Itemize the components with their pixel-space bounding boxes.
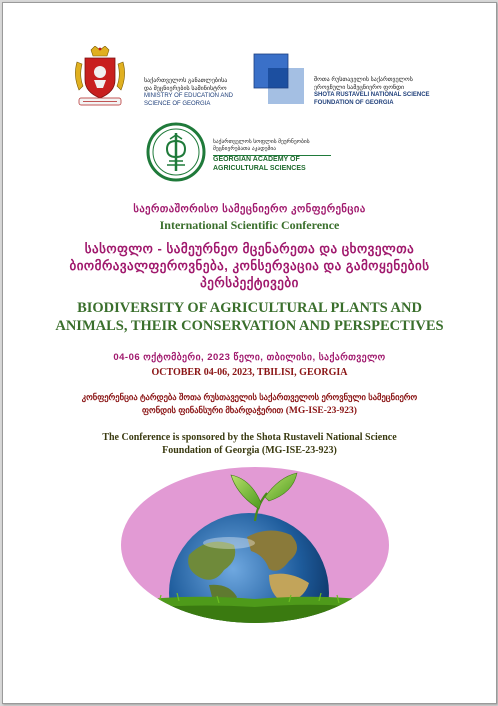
title-ka-line3: პერსპექტივები [200,275,299,290]
coat-of-arms-icon [69,46,131,110]
sponsor-en [3,431,496,457]
ministry-ka-line1: საქართველოს განათლებისა [144,78,228,84]
ministry-en-line1: MINISTRY OF EDUCATION AND [144,93,234,99]
title-ka-line2: ბიომრავალფეროვნება, კონსერვაცია და გამოყენების [69,258,430,273]
date-ka: 04-06 ოქტომბერი, 2023 წელი, თბილისი, საქართველო [113,352,386,363]
sponsor-en-line1: The Conference is sponsored by the Shota Rustaveli National Science [102,432,397,443]
foundation-text [314,77,444,107]
foundation-ka-line2: ეროვნული სამეცნიერო ფონდი [314,84,405,91]
academy-logo-icon [145,121,207,183]
sponsor-code: (MG-ISE-23-923) [285,406,357,416]
conference-title-en [3,299,496,335]
sponsor-en-line2: Foundation of Georgia (MG-ISE-23-923) [162,445,337,456]
foundation-en-line1: SHOTA RUSTAVELI NATIONAL SCIENCE [314,92,430,98]
title-en-line2: ANIMALS, THEIR CONSERVATION AND PERSPECTIVES [55,318,444,334]
conference-type-ka: საერთაშორისო სამეცნიერო კონფერენცია [133,203,366,215]
sponsor-ka [3,391,496,418]
academy-text [213,139,343,173]
foundation-logo-icon [252,52,308,108]
sponsor-ka-line1: კონფერენცია ტარდება შოთა რუსთაველის საქართველოს ეროვნული სამეცნიერო [81,392,418,402]
foundation-en-line2: FOUNDATION OF GEORGIA [314,99,394,106]
academy-ka-line2: მეცნიერებათა აკადემია [213,146,277,152]
academy-en-line2: AGRICULTURAL SCIENCES [213,164,306,172]
conference-type-en: International Scientific Conference [159,218,340,232]
title-ka-line1: სასოფლო - სამეურნეო მცენარეთა და ცხოველთა [84,241,415,256]
foundation-ka-line1: შოთა რუსთაველის საქართველოს [314,77,413,83]
academy-en-line1: GEORGIAN ACADEMY OF [213,156,300,163]
conference-poster [2,2,497,704]
conference-title-ka [3,240,496,291]
date-en: OCTOBER 04-06, 2023, TBILISI, GEORGIA [151,367,348,378]
earth-sprout-icon [119,465,391,625]
title-en-line1: BIODIVERSITY OF AGRICULTURAL PLANTS AND [77,300,422,316]
ministry-en-line2: SCIENCE OF GEORGIA [144,100,211,107]
ministry-ka-line2: და მეცნიერების სამინისტრო [144,85,227,92]
sponsor-ka-line2: ფონდის ფინანსური მხარდაჭერით [142,405,284,415]
academy-ka-line1: საქართველოს სოფლის მეურნეობის [213,139,310,145]
ministry-text [144,78,254,108]
